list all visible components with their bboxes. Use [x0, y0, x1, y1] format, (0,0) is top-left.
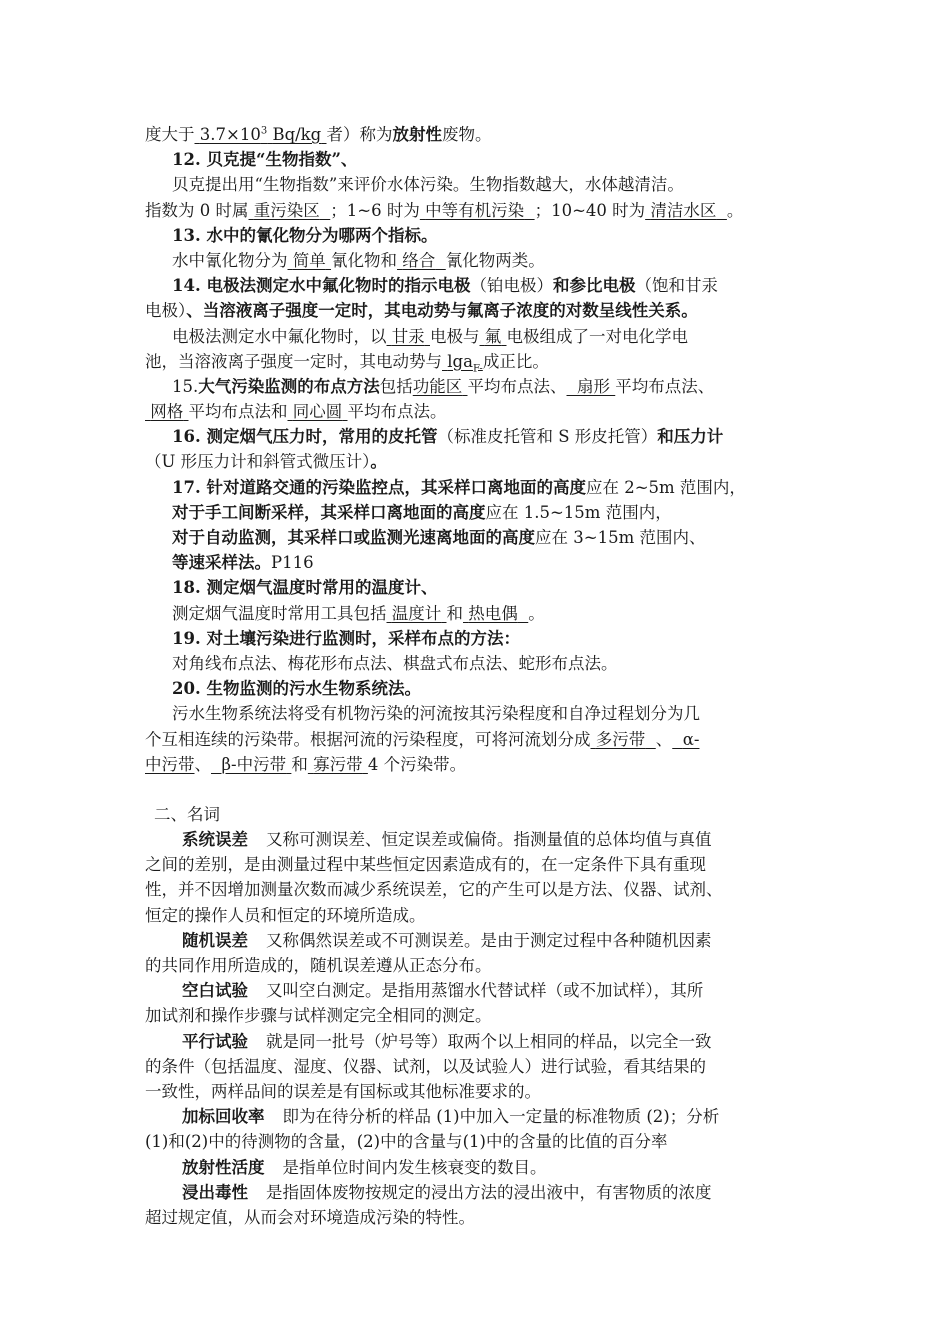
- definition-line: 性，并不因增加测量次数而减少系统误差，它的产生可以是方法、仪器、试剂、: [145, 880, 723, 900]
- answer-blank: 氟: [484, 326, 502, 346]
- text: 度大于: [145, 125, 195, 144]
- answer-12-line-2: 指数为 0 时属 重污染区 ；1~6 时为 中等有机污染 ；10~40 时为 清洁水区 。: [145, 200, 744, 220]
- question-14-line-1: 14. 电极法测定水中氟化物时的指示电极（铂电极）和参比电极（饱和甘汞: [172, 276, 718, 296]
- question-17-line-2: 对于手工间断采样，其采样口离地面的高度应在 1.5~15m 范围内，: [172, 502, 672, 522]
- definition-systematic-error: 系统误差 又称可测误差、恒定误差或偏倚。指测量值的总体均值与真值: [182, 830, 712, 850]
- answer-blank: 功能区: [412, 376, 463, 396]
- answer-blank: 络合: [402, 250, 436, 270]
- answer-blank: 甘汞: [391, 326, 425, 346]
- answer-blank: 扇形: [577, 376, 610, 396]
- answer-blank: $3.7\times 10^3$ Bq/kg: [199, 125, 322, 144]
- answer-blank: α-: [682, 729, 700, 749]
- answer-blank: 寡污带: [313, 754, 363, 774]
- definition-blank-test: 空白试验 又叫空白测定。是指用蒸馏水代替试样（或不加试样），其所: [182, 981, 704, 1001]
- definition-line: (1)和(2)中的待测物的含量，(2)中的含量与(1)中的含量的比值的百分率: [145, 1132, 668, 1152]
- text-line: [145, 122, 810, 147]
- answer-blank: 同心圆: [292, 402, 343, 422]
- question-16-line-1: 16. 测定烟气压力时，常用的皮托管（标准皮托管和 S 形皮托管）和压力计: [172, 427, 724, 447]
- question-17-line-4: 等速采样法。P116: [172, 553, 314, 573]
- text: 废物。: [442, 125, 492, 144]
- answer-14-line-2: 池，当溶液离子强度一定时，其电动势与 lga$_{F-}$成正比。: [145, 351, 549, 374]
- question-15-line-2: 网格 平均布点法和 同心圆 平均布点法。: [145, 399, 810, 424]
- definition-radioactivity: 放射性活度 是指单位时间内发生核衰变的数目。: [182, 1157, 547, 1177]
- definition-random-error: 随机误差 又称偶然误差或不可测误差。是由于测定过程中各种随机因素: [182, 930, 712, 950]
- answer-13: 水中氰化物分为 简单 氰化物和 络合 氰化物两类。: [172, 250, 545, 270]
- answer-blank: 热电偶: [468, 603, 518, 623]
- answer-blank: 多污带: [595, 729, 646, 749]
- definition-spike-recovery: 加标回收率 即为在待分析的样品 (1)中加入一定量的标准物质 (2)；分析: [182, 1107, 720, 1127]
- answer-blank: β-中污带: [221, 754, 287, 774]
- definition-line: 超过规定值，从而会对环境造成污染的特性。: [145, 1207, 475, 1227]
- question-16-line-2: （U 形压力计和斜管式微压计）。: [145, 452, 387, 472]
- question-15-line-1: 15.大气污染监测的布点方法包括功能区 平均布点法、 扇形 平均布点法、: [172, 376, 715, 396]
- answer-12-line-1: 贝克提出用“生物指数”来评价水体污染。生物指数越大，水体越清洁。: [172, 175, 684, 195]
- definition-line: 的条件（包括温度、湿度、仪器、试剂，以及试验人）进行试验，看其结果的: [145, 1056, 706, 1076]
- answer-blank: 重污染区: [253, 200, 320, 220]
- question-19: 19. 对土壤污染进行监测时，采样布点的方法：: [172, 628, 520, 648]
- answer-blank: 清洁水区: [650, 200, 717, 220]
- answer-blank: 网格: [150, 402, 184, 422]
- answer-blank: 中污带: [145, 754, 195, 774]
- definition-line: 加试剂和操作步骤与试样测定完全相同的测定。: [145, 1006, 492, 1026]
- document-page: [145, 122, 810, 1230]
- answer-blank: 温度计: [391, 603, 442, 623]
- answer-19: 对角线布点法、梅花形布点法、棋盘式布点法、蛇形布点法。: [172, 653, 618, 673]
- answer-blank: lga$_{F-}$: [447, 351, 483, 374]
- answer-blank: 简单: [292, 250, 326, 270]
- question-20: 20. 生物监测的污水生物系统法。: [172, 679, 421, 699]
- definition-line: 恒定的操作人员和恒定的环境所造成。: [145, 905, 426, 925]
- answer-18: 测定烟气温度时常用工具包括 温度计 和 热电偶 。: [172, 603, 545, 623]
- question-17-line-1: 17. 针对道路交通的污染监控点，其采样口离地面的高度应在 2~5m 范围内，: [172, 477, 746, 497]
- definition-leaching-toxicity: 浸出毒性 是指固体废物按规定的浸出方法的浸出液中，有害物质的浓度: [182, 1182, 712, 1202]
- spacer: [145, 777, 810, 802]
- question-17-line-3: 对于自动监测，其采样口或监测光速离地面的高度应在 3~15m 范围内、: [172, 528, 706, 547]
- question-12: 12. 贝克提“生物指数”、: [172, 150, 358, 170]
- definition-line: 一致性，两样品间的误差是有国标或其他标准要求的。: [145, 1081, 541, 1101]
- answer-20-line-3: 中污带、 β-中污带 和 寡污带 4 个污染带。: [145, 754, 467, 774]
- question-14-line-2: 电极）、当溶液离子强度一定时，其电动势与氟离子浓度的对数呈线性关系。: [145, 301, 698, 321]
- question-13: 13. 水中的氰化物分为哪两个指标。: [172, 225, 438, 245]
- definition-line: 之间的差别，是由测量过程中某些恒定因素造成有的，在一定条件下具有重现: [145, 855, 706, 875]
- answer-blank: 中等有机污染: [425, 200, 525, 220]
- text: 者）称为: [326, 125, 393, 144]
- section-heading: 二、名词: [154, 804, 220, 824]
- answer-20-line-1: 污水生物系统法将受有机物污染的河流按其污染程度和自净过程划分为几: [172, 704, 700, 724]
- definition-parallel-test: 平行试验 就是同一批号（炉号等）取两个以上相同的样品，以完全一致: [182, 1031, 712, 1051]
- answer-14-line-1: 电极法测定水中氟化物时，以 甘汞 电极与 氟 电极组成了一对电化学电: [172, 326, 688, 346]
- bold-term: 放射性: [392, 125, 442, 144]
- answer-20-line-2: 个互相连续的污染带。根据河流的污染程度，可将河流划分成 多污带 、 α-: [145, 729, 700, 749]
- definition-line: 的共同作用所造成的，随机误差遵从正态分布。: [145, 956, 492, 975]
- question-18: 18. 测定烟气温度时常用的温度计、: [172, 578, 438, 598]
